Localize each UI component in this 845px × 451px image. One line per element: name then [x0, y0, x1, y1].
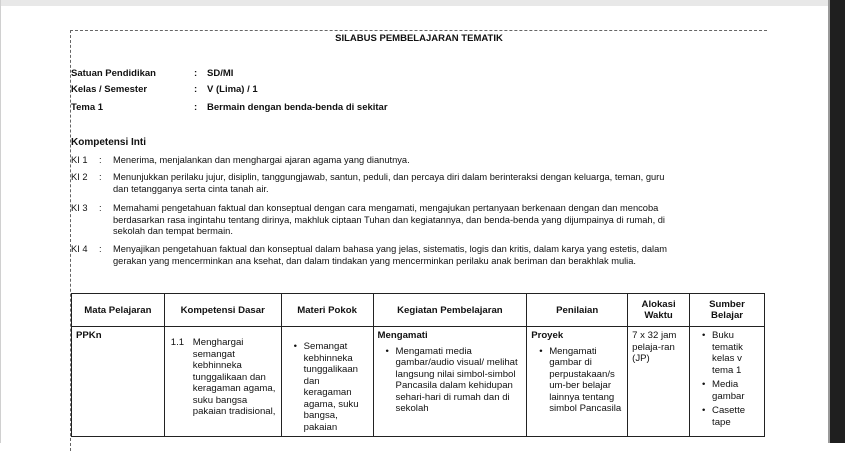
meta-label: Kelas / Semester — [71, 84, 148, 95]
meta-colon: : — [194, 102, 198, 113]
list-item: • Buku tematik kelas v tema 1 — [704, 330, 760, 376]
table-row — [72, 327, 765, 437]
ki-code: KI 4 — [71, 244, 88, 254]
ki-code: KI 1 — [71, 155, 88, 165]
window-top-border — [0, 0, 845, 6]
ki-colon: : — [99, 244, 102, 254]
ki-line: Memahami pengetahuan faktual dan konseptual dengan cara mengamati, mengajukan pertanyaan berkenaan dengan dan mencoba — [113, 203, 659, 213]
kd-item — [169, 337, 277, 418]
document-page — [70, 30, 767, 451]
header-penilaian: Penilaian — [527, 294, 628, 327]
table-header-row — [72, 294, 765, 327]
header-materi-pokok: Materi Pokok — [281, 294, 373, 327]
ki-line: dan tetangganya serta cinta tanah air. — [113, 183, 269, 194]
cell-sumber-belajar — [690, 327, 765, 437]
ki-line: sekolah dan tempat bermain. — [113, 226, 233, 236]
meta-value: V (Lima) / 1 — [207, 84, 258, 95]
header-alokasi-waktu: Alokasi Waktu — [628, 294, 690, 327]
kd-text: Menghargai semangat kebhinneka tunggalikaan dan keragaman agama, suku bangsa pakaian tradisional, — [192, 337, 276, 417]
ki-text — [113, 203, 765, 238]
ki-text — [113, 244, 765, 267]
list-item: • Mengamati media gambar/audio visual/ melihat langsung nilai simbol-simbol Pancasila dalam kehidupan sehari-hari di rumah dan di sekolah — [388, 346, 523, 415]
ki-colon: : — [99, 203, 102, 213]
ki-colon: : — [99, 172, 102, 182]
meta-value: SD/MI — [207, 68, 234, 79]
cell-kompetensi-dasar — [164, 327, 281, 437]
window-left-edge — [0, 0, 1, 443]
ki-text — [113, 155, 765, 167]
ki-code: KI 3 — [71, 203, 88, 213]
ki-text — [113, 172, 765, 195]
ki-colon: : — [99, 155, 102, 165]
meta-value: Bermain dengan benda-benda di sekitar — [207, 102, 388, 113]
penilaian-heading: Proyek — [531, 330, 564, 341]
sumber-list — [694, 330, 760, 428]
ki-code: KI 2 — [71, 172, 88, 182]
header-mata-pelajaran: Mata Pelajaran — [72, 294, 165, 327]
cell-subject: PPKn — [72, 327, 165, 437]
materi-list — [286, 341, 369, 433]
cell-alokasi-waktu: 7 x 32 jam pelaja-ran (JP) — [628, 327, 690, 437]
kd-number: 1.1 — [170, 337, 185, 348]
list-item: • Media gambar — [704, 379, 760, 402]
meta-label: Tema 1 — [71, 102, 104, 113]
ki-line: Menunjukkan perilaku jujur, disiplin, tanggungjawab, santun, peduli, dan percaya diri dalam berinteraksi dengan keluarga, teman, guru — [113, 172, 665, 182]
meta-colon: : — [194, 68, 198, 79]
ki-heading: Kompetensi Inti — [71, 137, 147, 148]
meta-label: Satuan Pendidikan — [71, 68, 156, 79]
kegiatan-heading: Mengamati — [377, 330, 428, 341]
cell-materi-pokok — [281, 327, 373, 437]
header-kegiatan: Kegiatan Pembelajaran — [373, 294, 527, 327]
cell-kegiatan — [373, 327, 527, 437]
list-item: • Casette tape — [704, 405, 760, 428]
ki-line: berdasarkan rasa ingintahu tentang dirinya, makhluk ciptaan Tuhan dan kegiatannya, dan benda-benda yang dijumpainya di rumah, di — [113, 214, 665, 225]
header-kompetensi-dasar: Kompetensi Dasar — [164, 294, 281, 327]
header-sumber-belajar: Sumber Belajar — [690, 294, 765, 327]
document-title: SILABUS PEMBELAJARAN TEMATIK — [335, 33, 503, 44]
ki-line: Menyajikan pengetahuan faktual dan konseptual dalam bahasa yang jelas, sistematis, logis dan kritis, dalam karya yang estetis, dalam — [113, 244, 668, 254]
vertical-scrollbar[interactable] — [830, 0, 845, 443]
list-item: • Semangat kebhinneka tunggalikaan dan keragaman agama, suku bangsa, pakaian — [296, 341, 369, 433]
ki-line: Menerima, menjalankan dan menghargai ajaran agama yang dianutnya. — [113, 155, 410, 165]
ki-line: gerakan yang mencerminkan ana ksehat, dan dalam tindakan yang mencerminkan perilaku anak beriman dan berakhlak mulia. — [113, 255, 636, 266]
meta-colon: : — [194, 84, 198, 95]
penilaian-list — [531, 346, 623, 415]
syllabus-table — [71, 293, 765, 437]
list-item: • Mengamati gambar di perpustakaan/s um-ber belajar lainnya tentang simbol Pancasila — [541, 346, 623, 415]
cell-penilaian — [527, 327, 628, 437]
kegiatan-list — [378, 346, 523, 415]
